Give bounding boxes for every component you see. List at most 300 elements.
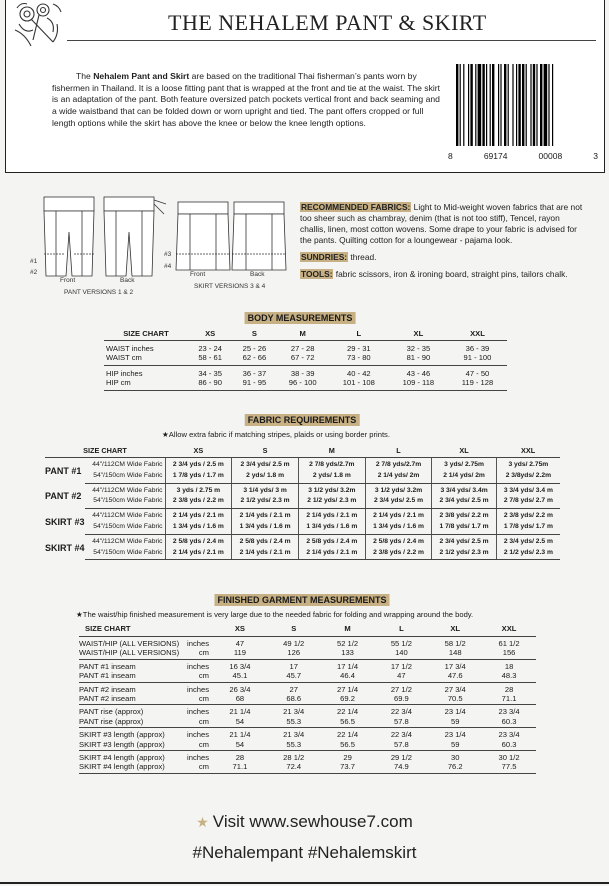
table-cell: 29 [343,753,352,763]
barcode-digit-1: 8 [448,151,453,161]
row-unit: inches [187,753,209,763]
table-cell: 23 1/4 [444,707,466,717]
table-cell: 47 [374,671,428,682]
table-cell: 54 [213,740,267,751]
table-cell: 55.3 [267,740,321,751]
row-unit: inches [187,661,209,671]
table-cell: 48.3 [482,671,536,682]
row-unit: cm [183,671,213,682]
barcode-bar [530,64,531,146]
fabric-width: 44"/112CM Wide Fabric [92,512,163,520]
row-label: PANT #2 inseam [79,694,183,705]
table-cell: 2 7/8 yds/ 2.7 m [496,496,560,508]
table-row [79,671,536,682]
barcode-bar [526,64,527,146]
column-header: XXL [496,444,560,458]
table-cell: 16 3/4 [229,661,251,671]
column-header: XXL [482,622,536,637]
version-mark-4: #4 [164,263,172,270]
tools-label: TOOLS: [301,269,333,279]
row-label: WAIST cm [104,353,188,365]
barcode-digit-3: 00008 [538,151,563,161]
barcode-bar [460,64,461,146]
table-cell: 86 - 90 [188,378,232,390]
table-cell: 21 3/4 [283,730,305,740]
table-cell: 21 3/4 [283,707,305,717]
table-cell: 2 3/4 yds/ 2.5 m [365,496,432,508]
column-header: M [298,444,365,458]
table-cell: 1 3/4 yds / 1.6 m [165,522,232,534]
table-cell: 60.3 [482,740,536,751]
table-cell: 54 [213,717,267,728]
table-cell: 25 - 26 [242,344,267,353]
barcode-bar [516,64,517,146]
finished-garment-note: ★The waist/hip finished measurement is very large due to the needed fabric for folding and wrapping around the body. [76,610,474,619]
column-header: XS [165,444,232,458]
star-icon: ★ [196,814,209,830]
row-unit: inches [187,684,209,694]
table-cell: 29 1/2 [390,753,412,763]
row-label: PANT #1 inseam [79,661,136,671]
table-cell: 22 3/4 [390,707,412,717]
table-cell: 26 3/4 [229,684,251,694]
table-cell: 22 1/4 [337,730,359,740]
table-row [45,471,560,483]
intro-text: are based on the traditional Thai fisherman’s pants worn by fishermen in Thailand. It is a loose fitting pant that is wrapped at the front and tie at the waist. The skirt is an adaptation of the pant. Both feature oversized patch pockets vertical front and back seaming and a wide waistband that can be folded down or worn upright and tied. The pant offers cropped or full length options while the skirt has above the knee or below the knee length options. [52,71,441,128]
table-cell: 3 1/4 yds/ 3 m [232,483,299,496]
table-cell: 72.4 [267,762,321,773]
table-cell: 23 3/4 [498,707,520,717]
row-label: SKIRT #3 length (approx) [79,730,165,740]
table-cell: 2 1/4 yds/ 2m [432,471,496,483]
table-cell: 3 yds/ 2.75m [432,458,496,471]
column-header: XL [432,444,496,458]
table-cell: 2 3/8 yds/ 2.2 m [496,509,560,522]
table-cell: 2 yds/ 1.8 m [232,471,299,483]
fabric-width: 54"/150cm Wide Fabric [85,471,166,483]
column-header: L [329,327,389,341]
table-cell: 2 1/4 yds / 2.1 m [365,509,432,522]
row-unit: inches [187,730,209,740]
table-cell: 45.1 [213,671,267,682]
table-cell: 2 1/4 yds / 2.1 m [232,509,299,522]
table-cell: 27 3/4 [444,684,466,694]
table-cell: 62 - 66 [232,353,276,365]
table-cell: 2 1/4 yds / 2.1 m [298,548,365,560]
row-unit: cm [183,717,213,728]
barcode-bar [548,64,549,146]
pant-back-label: Back [120,277,135,284]
finished-garment-heading: FINISHED GARMENT MEASUREMENTS [214,594,389,606]
table-cell: 17 1/4 [337,661,359,671]
table-cell: 59 [428,740,482,751]
table-cell: 140 [374,648,428,659]
table-cell: 74.9 [374,762,428,773]
table-row [45,483,560,496]
skirt-versions-label: SKIRT VERSIONS 3 & 4 [194,283,266,290]
table-cell: 68 [213,694,267,705]
barcode-digit-2: 69174 [483,151,508,161]
table-row [79,728,536,740]
table-cell: 2 1/2 yds/ 2.3 m [232,496,299,508]
table-cell: 71.1 [213,762,267,773]
intro-lead: The [76,71,94,81]
pant-versions-label: PANT VERSIONS 1 & 2 [64,289,134,296]
table-cell: 2 3/4 yds/ 2.5 m [432,496,496,508]
table-cell: 2 7/8 yds/2.7m [365,458,432,471]
table-cell: 71.1 [482,694,536,705]
table-cell: 27 [289,684,298,694]
table-cell: 22 3/4 [390,730,412,740]
table-cell: 30 [451,753,460,763]
column-header: SIZE CHART [104,327,188,341]
barcode-bar [522,64,524,146]
barcode-icon [454,64,594,146]
row-label: HIP inches [106,368,143,378]
column-header: SIZE CHART [45,444,165,458]
table-cell: 109 - 118 [389,378,448,390]
column-header: S [267,622,321,637]
row-label: SKIRT #3 length (approx) [79,740,183,751]
row-label: HIP cm [104,378,188,390]
table-cell: 58 - 61 [188,353,232,365]
table-cell: 2 1/4 yds / 2.1 m [165,548,232,560]
table-cell: 55.3 [267,717,321,728]
table-cell: 3 yds/ 2.75m [496,458,560,471]
column-header: L [374,622,428,637]
table-cell: 45.7 [267,671,321,682]
fabric-width: 54"/150cm Wide Fabric [85,496,166,508]
barcode-digit-4: 3 [593,151,598,161]
table-cell: 40 - 42 [347,368,371,378]
table-cell: 1 7/8 yds/ 1.7 m [432,522,496,534]
table-cell: 2 3/4 yds/ 2.5 m [232,458,299,471]
table-row [45,496,560,508]
intro-paragraph [52,71,444,130]
table-cell: 17 [289,661,298,671]
table-cell: 68.6 [267,694,321,705]
skirt-front-label: Front [190,271,206,278]
table-cell: 1 7/8 yds / 1.7 m [165,471,232,483]
row-label: PANT #1 inseam [79,671,183,682]
table-cell: 56.5 [321,717,375,728]
table-row [79,659,536,671]
table-cell: 32 - 35 [406,344,431,353]
visit-text[interactable]: Visit www.sewhouse7.com [212,812,413,831]
row-label: WAIST inches [106,344,154,353]
table-cell: 77.5 [482,762,536,773]
fabric-width: 44"/112CM Wide Fabric [92,486,163,494]
barcode-bar [552,64,553,146]
table-row [79,751,536,763]
barcode-digits [448,151,598,161]
table-cell: 1 3/4 yds / 1.6 m [365,522,432,534]
table-cell: 81 - 90 [389,353,448,365]
skirt-back-label: Back [250,271,265,278]
table-cell: 3 3/4 yds/ 3.4 m [496,483,560,496]
table-cell: 73 - 80 [329,353,389,365]
table-cell: 49 1/2 [283,639,305,648]
pattern-name: SKIRT #4 [45,542,85,553]
row-unit: inches [187,639,209,648]
barcode-bar [544,64,548,146]
barcode-bar [536,64,537,146]
table-cell: 3 3/4 yds/ 3.4m [432,483,496,496]
row-label: PANT #2 inseam [79,684,136,694]
materials-info [300,202,584,286]
table-cell: 47.6 [428,671,482,682]
barcode-bar [468,64,469,146]
table-cell: 119 - 128 [448,378,507,390]
table-header-row [79,622,536,637]
table-cell: 43 - 46 [406,368,431,378]
table-cell: 1 7/8 yds/ 1.7 m [496,522,560,534]
row-label: PANT rise (approx) [79,717,183,728]
version-mark-3: #3 [164,251,172,258]
barcode-bar [540,64,542,146]
table-row [79,637,536,649]
table-row [79,694,536,705]
table-cell: 23 3/4 [498,730,520,740]
pattern-name: PANT #1 [45,466,82,477]
fabric-width: 54"/150cm Wide Fabric [85,522,166,534]
table-cell: 27 - 28 [290,344,315,353]
table-cell: 2 yds/ 1.8 m [298,471,365,483]
table-cell: 2 1/4 yds/ 2m [365,471,432,483]
row-label: PANT rise (approx) [79,707,144,717]
column-header: SIZE CHART [79,622,213,637]
table-cell: 2 3/8 yds / 2.2 m [365,548,432,560]
column-header: XL [428,622,482,637]
page-title: THE NEHALEM PANT & SKIRT [168,10,487,35]
table-cell: 2 1/2 yds/ 2.3 m [298,496,365,508]
table-cell: 2 1/2 yds/ 2.3 m [496,548,560,560]
sundries-text: thread. [348,252,377,262]
table-cell: 18 [504,661,514,671]
table-cell: 23 - 24 [198,344,222,353]
table-cell: 2 5/8 yds / 2.4 m [298,534,365,547]
version-mark-1: #1 [30,258,38,265]
table-cell: 27 1/2 [390,684,412,694]
table-cell: 3 yds / 2.75 m [165,483,232,496]
row-label: WAIST/HIP (ALL VERSIONS) [79,639,180,648]
pattern-name: SKIRT #3 [45,517,85,528]
barcode-bar [478,64,482,146]
table-cell: 38 - 39 [290,368,315,378]
fabric-requirements-heading: FABRIC REQUIREMENTS [245,414,360,426]
fabric-width: 54"/150cm Wide Fabric [85,548,166,560]
barcode-bar [490,64,491,146]
column-header: XS [213,622,267,637]
barcode-bar [533,64,535,146]
row-unit: cm [183,762,213,773]
table-row [79,717,536,728]
table-cell: 60.3 [482,717,536,728]
table-row [79,705,536,717]
table-cell: 119 [213,648,267,659]
table-row [45,548,560,560]
table-cell: 126 [267,648,321,659]
garment-sketches [26,192,298,302]
table-cell: 34 - 35 [198,368,222,378]
fabric-requirements-table [45,444,560,560]
barcode-bar [498,64,499,146]
table-cell: 56.5 [321,740,375,751]
column-header: XS [188,327,232,341]
table-cell: 58 1/2 [444,639,466,648]
barcode-bar [482,64,484,146]
table-cell: 2 3/4 yds / 2.5 m [165,458,232,471]
table-cell: 76.2 [428,762,482,773]
table-cell: 73.7 [321,762,375,773]
table-cell: 28 [504,684,514,694]
table-row [104,365,507,378]
column-header: XXL [448,327,507,341]
body-measurements-heading: BODY MEASUREMENTS [245,312,356,324]
barcode-bar [470,64,472,146]
table-cell: 2 1/4 yds / 2.1 m [232,548,299,560]
table-cell: 47 [235,639,245,648]
table-cell: 2 1/4 yds / 2.1 m [165,509,232,522]
row-label: SKIRT #4 length (approx) [79,753,165,763]
row-unit: cm [183,648,213,659]
table-row [45,458,560,471]
table-cell: 57.8 [374,717,428,728]
table-row [79,762,536,773]
table-cell: 59 [428,717,482,728]
table-cell: 2 1/4 yds / 2.1 m [298,509,365,522]
row-label: SKIRT #4 length (approx) [79,762,183,773]
fabric-width: 44"/112CM Wide Fabric [92,461,163,468]
table-cell: 28 1/2 [283,753,305,763]
table-cell: 1 3/4 yds / 1.6 m [232,522,299,534]
bottom-divider [0,882,609,884]
barcode-bar [463,64,464,146]
hashtags: #Nehalempant #Nehalemskirt [192,843,417,862]
table-cell: 1 3/4 yds / 1.6 m [298,522,365,534]
table-row [45,522,560,534]
column-header: XL [389,327,448,341]
table-cell: 2 1/2 yds/ 2.3 m [432,548,496,560]
table-cell: 21 1/4 [229,730,251,740]
barcode-bar [492,64,494,146]
table-cell: 46.4 [321,671,375,682]
barcode-bar [512,64,513,146]
tools-text: fabric scissors, iron & ironing board, straight pins, tailors chalk. [333,269,568,279]
fabric-note: ★Allow extra fabric if matching stripes, plaids or using border prints. [162,430,390,439]
table-row [104,353,507,365]
table-cell: 2 3/4 yds/ 2.5 m [496,534,560,547]
barcode-bar [518,64,520,146]
header-card [5,0,605,173]
table-cell: 91 - 95 [232,378,276,390]
finished-garment-table [79,622,536,774]
table-cell: 17 3/4 [444,661,466,671]
table-cell: 2 3/8yds/ 2.2m [496,471,560,483]
table-cell: 22 1/4 [337,707,359,717]
table-cell: 52 1/2 [337,639,359,648]
barcode-bar [486,64,487,146]
table-row [79,740,536,751]
pattern-name: PANT #2 [45,491,82,502]
column-header: S [232,327,276,341]
table-cell: 69.2 [321,694,375,705]
table-cell: 3 1/2 yds/ 3.2m [298,483,365,496]
table-cell: 28 [235,753,245,763]
table-cell: 156 [482,648,536,659]
table-row [45,534,560,547]
barcode-bar [500,64,501,146]
table-cell: 47 - 50 [465,368,490,378]
table-cell: 36 - 37 [242,368,267,378]
body-measurements-table [104,327,507,391]
table-cell: 101 - 108 [329,378,389,390]
table-row [104,341,507,354]
table-header-row [104,327,507,341]
table-cell: 69.9 [374,694,428,705]
fabrics-label: RECOMMENDED FABRICS: [301,202,411,212]
barcode-bar [475,64,476,146]
table-cell: 2 5/8 yds / 2.4 m [165,534,232,547]
pant-front-label: Front [60,277,76,284]
table-row [79,648,536,659]
table-cell: 133 [321,648,375,659]
table-cell: 29 - 31 [347,344,371,353]
barcode-bar [504,64,506,146]
table-cell: 96 - 100 [277,378,329,390]
table-cell: 61 1/2 [498,639,520,648]
table-row [79,682,536,694]
row-label: WAIST/HIP (ALL VERSIONS) [79,648,183,659]
fabric-width: 44"/112CM Wide Fabric [92,537,163,545]
table-cell: 2 3/8 yds/ 2.2 m [432,509,496,522]
intro-bold: Nehalem Pant and Skirt [93,71,190,81]
fabrics-text: Light to Mid-weight woven fabrics that are not too sheer such as chambray, denim (that is not too stiff), Tencel, rayon challis, linen, most cotton wovens. Some drape to your fabric is advised for the pants. Quilting cotton for a loungewear - pajama look. [300,202,583,245]
table-cell: 2 3/8 yds / 2.2 m [165,496,232,508]
table-cell: 17 1/2 [390,661,412,671]
table-cell: 91 - 100 [448,353,507,365]
table-cell: 70.5 [428,694,482,705]
version-mark-2: #2 [30,269,38,276]
column-header: M [277,327,329,341]
table-cell: 67 - 72 [277,353,329,365]
table-cell: 55 1/2 [390,639,412,648]
table-row [104,378,507,390]
table-cell: 23 1/4 [444,730,466,740]
table-cell: 148 [428,648,482,659]
table-header-row [45,444,560,458]
table-cell: 21 1/4 [229,707,251,717]
title-divider [67,40,596,41]
column-header: L [365,444,432,458]
row-unit: cm [183,740,213,751]
table-cell: 3 1/2 yds/ 3.2m [365,483,432,496]
row-unit: cm [183,694,213,705]
barcode-bar [456,64,458,146]
column-header: M [321,622,375,637]
row-unit: inches [187,707,209,717]
scissors-ornament-icon [13,0,65,52]
table-cell: 2 5/8 yds / 2.4 m [232,534,299,547]
table-cell: 27 1/4 [337,684,359,694]
sundries-label: SUNDRIES: [301,252,348,262]
table-cell: 30 1/2 [498,753,520,763]
table-cell: 2 5/8 yds / 2.4 m [365,534,432,547]
barcode-bar [508,64,509,146]
table-cell: 2 7/8 yds/2.7m [298,458,365,471]
visit-website [0,812,609,832]
table-cell: 57.8 [374,740,428,751]
